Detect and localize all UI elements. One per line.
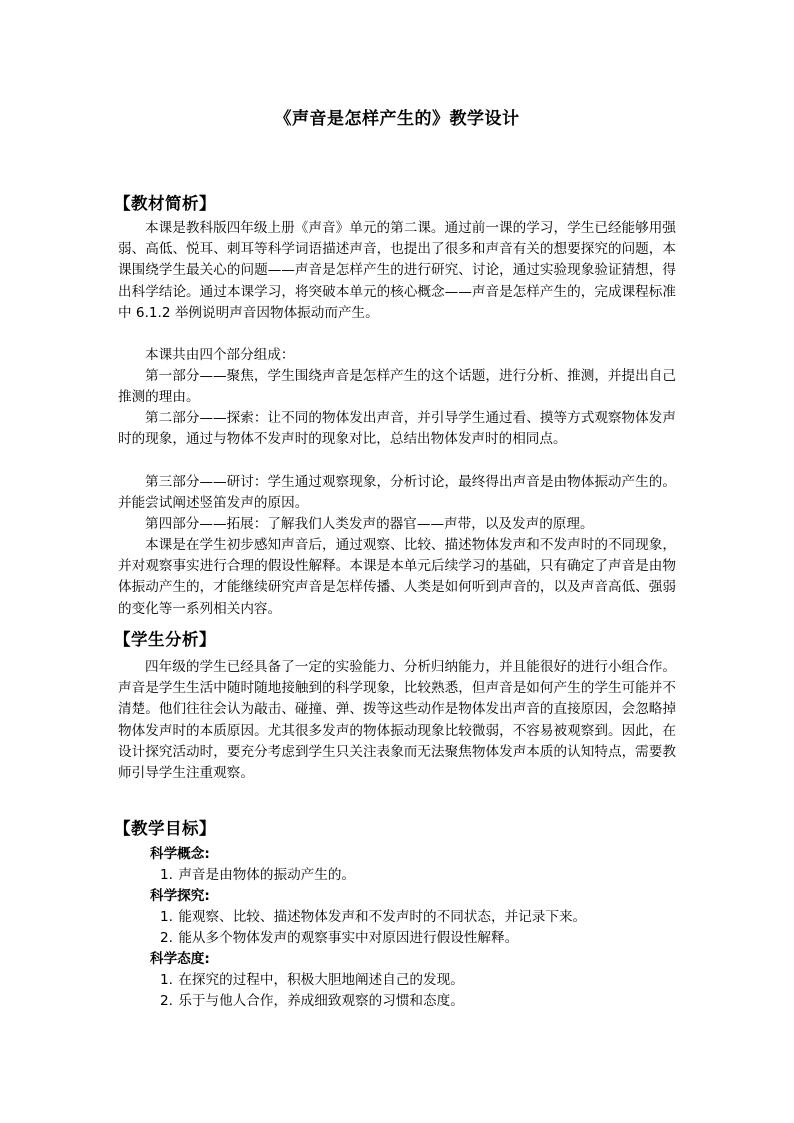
paragraph-four-parts: 本课共由四个部分组成： bbox=[145, 347, 295, 363]
section-heading-teaching-goals: 【教学目标】 bbox=[114, 819, 216, 838]
goal-item-number: 2. bbox=[160, 930, 173, 946]
goal-item-text: 乐于与他人合作，养成细致观察的习惯和态度。 bbox=[178, 993, 464, 1009]
goal-item-text: 能观察、比较、描述物体发声和不发声时的不同状态，并记录下来。 bbox=[178, 909, 587, 925]
paragraph-part-two: 第二部分——探索：让不同的物体发出声音，并引导学生通过看、摸等方式观察物体发声时的现象，通过与物体不发声时的现象对比，总结出物体发声时的相同点。 bbox=[118, 410, 676, 448]
section-heading-student-analysis: 【学生分析】 bbox=[114, 630, 216, 649]
goal-group-label-inquiry: 科学探究: bbox=[150, 888, 210, 904]
goal-group-label-concept: 科学概念: bbox=[150, 846, 210, 862]
goal-item-number: 1. bbox=[160, 972, 173, 988]
paragraph-student-analysis: 四年级的学生已经具备了一定的实验能力、分析归纳能力，并且能很好的进行小组合作。声音是学生生活中随时随地接触到的科学现象，比较熟悉，但声音是如何产生的学生可能并不清楚。他们往往会认为敲击、碰撞、弹、拨等这些动作是物体发出声音的直接原因，会忽略掉物体发声时的本质原因。尤其很多发声的物体振动现象比较微弱，不容易被观察到。因此，在设计探究活动时，要充分考虑到学生只关注表象而无法聚焦物体发声本质的认知特点，需要教师引导学生注重观察。 bbox=[118, 659, 676, 782]
paragraph-part-three: 第三部分——研讨：学生通过观察现象，分析讨论，最终得出声音是由物体振动产生的。并能尝试阐述竖笛发声的原因。 bbox=[118, 474, 676, 512]
goal-item-number: 2. bbox=[160, 993, 173, 1009]
goal-item-text: 声音是由物体的振动产生的。 bbox=[178, 867, 356, 883]
paragraph-lesson-summary: 本课是在学生初步感知声音后，通过观察、比较、描述物体发声和不发声时的不同现象，并对观察事实进行合理的假设性解释。本课是本单元后续学习的基础，只有确定了声音是由物体振动产生的，才能继续研究声音是怎样传播、人类是如何听到声音的，以及声音高低、强弱的变化等一系列相关内容。 bbox=[118, 537, 676, 617]
goal-item bbox=[160, 970, 464, 991]
goal-item-text: 能从多个物体发声的观察事实中对原因进行假设性解释。 bbox=[178, 930, 519, 946]
goal-item bbox=[160, 865, 355, 886]
goal-item-number: 1. bbox=[160, 867, 173, 883]
goal-group-label-attitude: 科学态度: bbox=[150, 951, 210, 967]
goal-item bbox=[160, 991, 464, 1012]
document-title: 《声音是怎样产生的》教学设计 bbox=[274, 109, 520, 129]
goal-item bbox=[160, 928, 518, 949]
goal-item-number: 1. bbox=[160, 909, 173, 925]
paragraph-part-one: 第一部分——聚焦，学生围绕声音是怎样产生的这个话题，进行分析、推测，并提出自己推测的理由。 bbox=[118, 368, 676, 406]
section-heading-textbook-analysis: 【教材简析】 bbox=[114, 194, 216, 213]
paragraph-part-four: 第四部分——拓展：了解我们人类发声的器官——声带，以及发声的原理。 bbox=[145, 516, 594, 532]
goal-item bbox=[160, 907, 586, 928]
paragraph-textbook-intro: 本课是教科版四年级上册《声音》单元的第二课。通过前一课的学习，学生已经能够用强弱、高低、悦耳、刺耳等科学词语描述声音，也提出了很多和声音有关的想要探究的问题，本课围绕学生最关心的问题——声音是怎样产生的进行研究、讨论，通过实验现象验证猜想，得出科学结论。通过本课学习，将突破本单元的核心概念——声音是怎样产生的，完成课程标准中 6.1.2 举例说明声音因物体振动而产生。 bbox=[118, 220, 676, 321]
goal-item-text: 在探究的过程中，积极大胆地阐述自己的发现。 bbox=[178, 972, 464, 988]
